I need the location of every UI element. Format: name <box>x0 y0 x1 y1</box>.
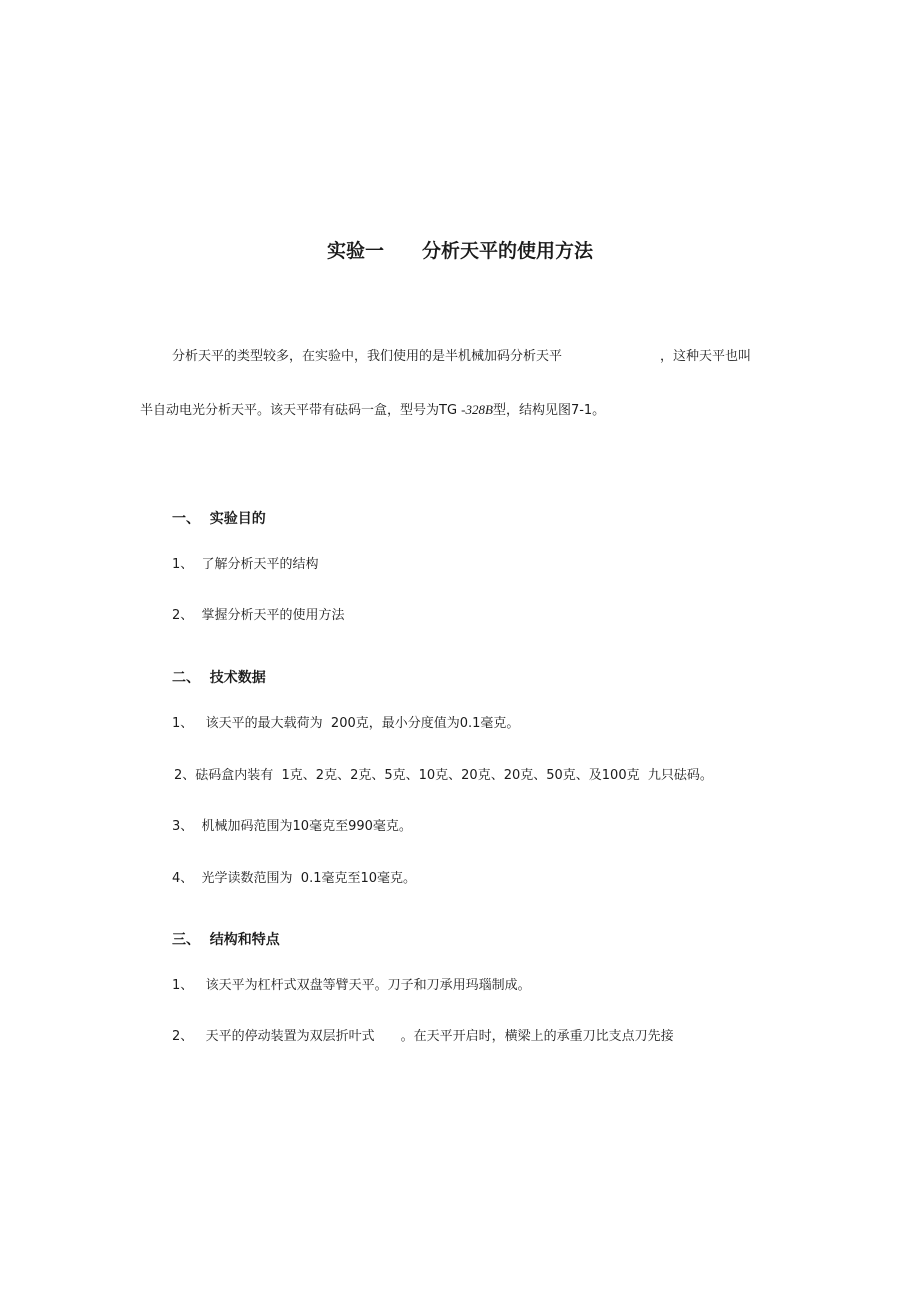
list-item: 3、 机械加码范围为10毫克至990毫克。 <box>172 819 412 834</box>
intro-line-2 <box>140 401 605 420</box>
intro-line-2a: 半自动电光分析天平。该天平带有砝码一盒，型号为TG <box>140 403 462 418</box>
list-item: 1、 该天平的最大载荷为 200克，最小分度值为0.1毫克。 <box>172 716 520 731</box>
list-item: 2、 掌握分析天平的使用方法 <box>172 608 345 623</box>
list-item: 4、 光学读数范围为 0.1毫克至10毫克。 <box>172 871 417 886</box>
list-item: 1、 该天平为杠杆式双盘等臂天平。刀子和刀承用玛瑙制成。 <box>172 978 531 993</box>
list-item: 2、 天平的停动装置为双层折叶式 。在天平开启时，横梁上的承重刀比支点刀先接 <box>172 1029 674 1044</box>
section-heading: 二、 技术数据 <box>172 670 266 686</box>
section-heading: 三、 结构和特点 <box>172 932 280 948</box>
section-heading: 一、 实验目的 <box>172 511 266 527</box>
page-title: 实验一 分析天平的使用方法 <box>326 240 593 262</box>
intro-line-1a: 分析天平的类型较多，在实验中，我们使用的是半机械加码分析天平 <box>172 349 563 364</box>
model-number: -328B <box>461 402 493 417</box>
intro-line-2b: 型，结构见图7-1。 <box>492 403 606 418</box>
list-item: 2、砝码盒内装有 1克、2克、2克、5克、10克、20克、20克、50克、及100克 九只砝码。 <box>174 768 713 783</box>
intro-line-1b: ，这种天平也叫 <box>660 349 752 364</box>
list-item: 1、 了解分析天平的结构 <box>172 557 319 572</box>
